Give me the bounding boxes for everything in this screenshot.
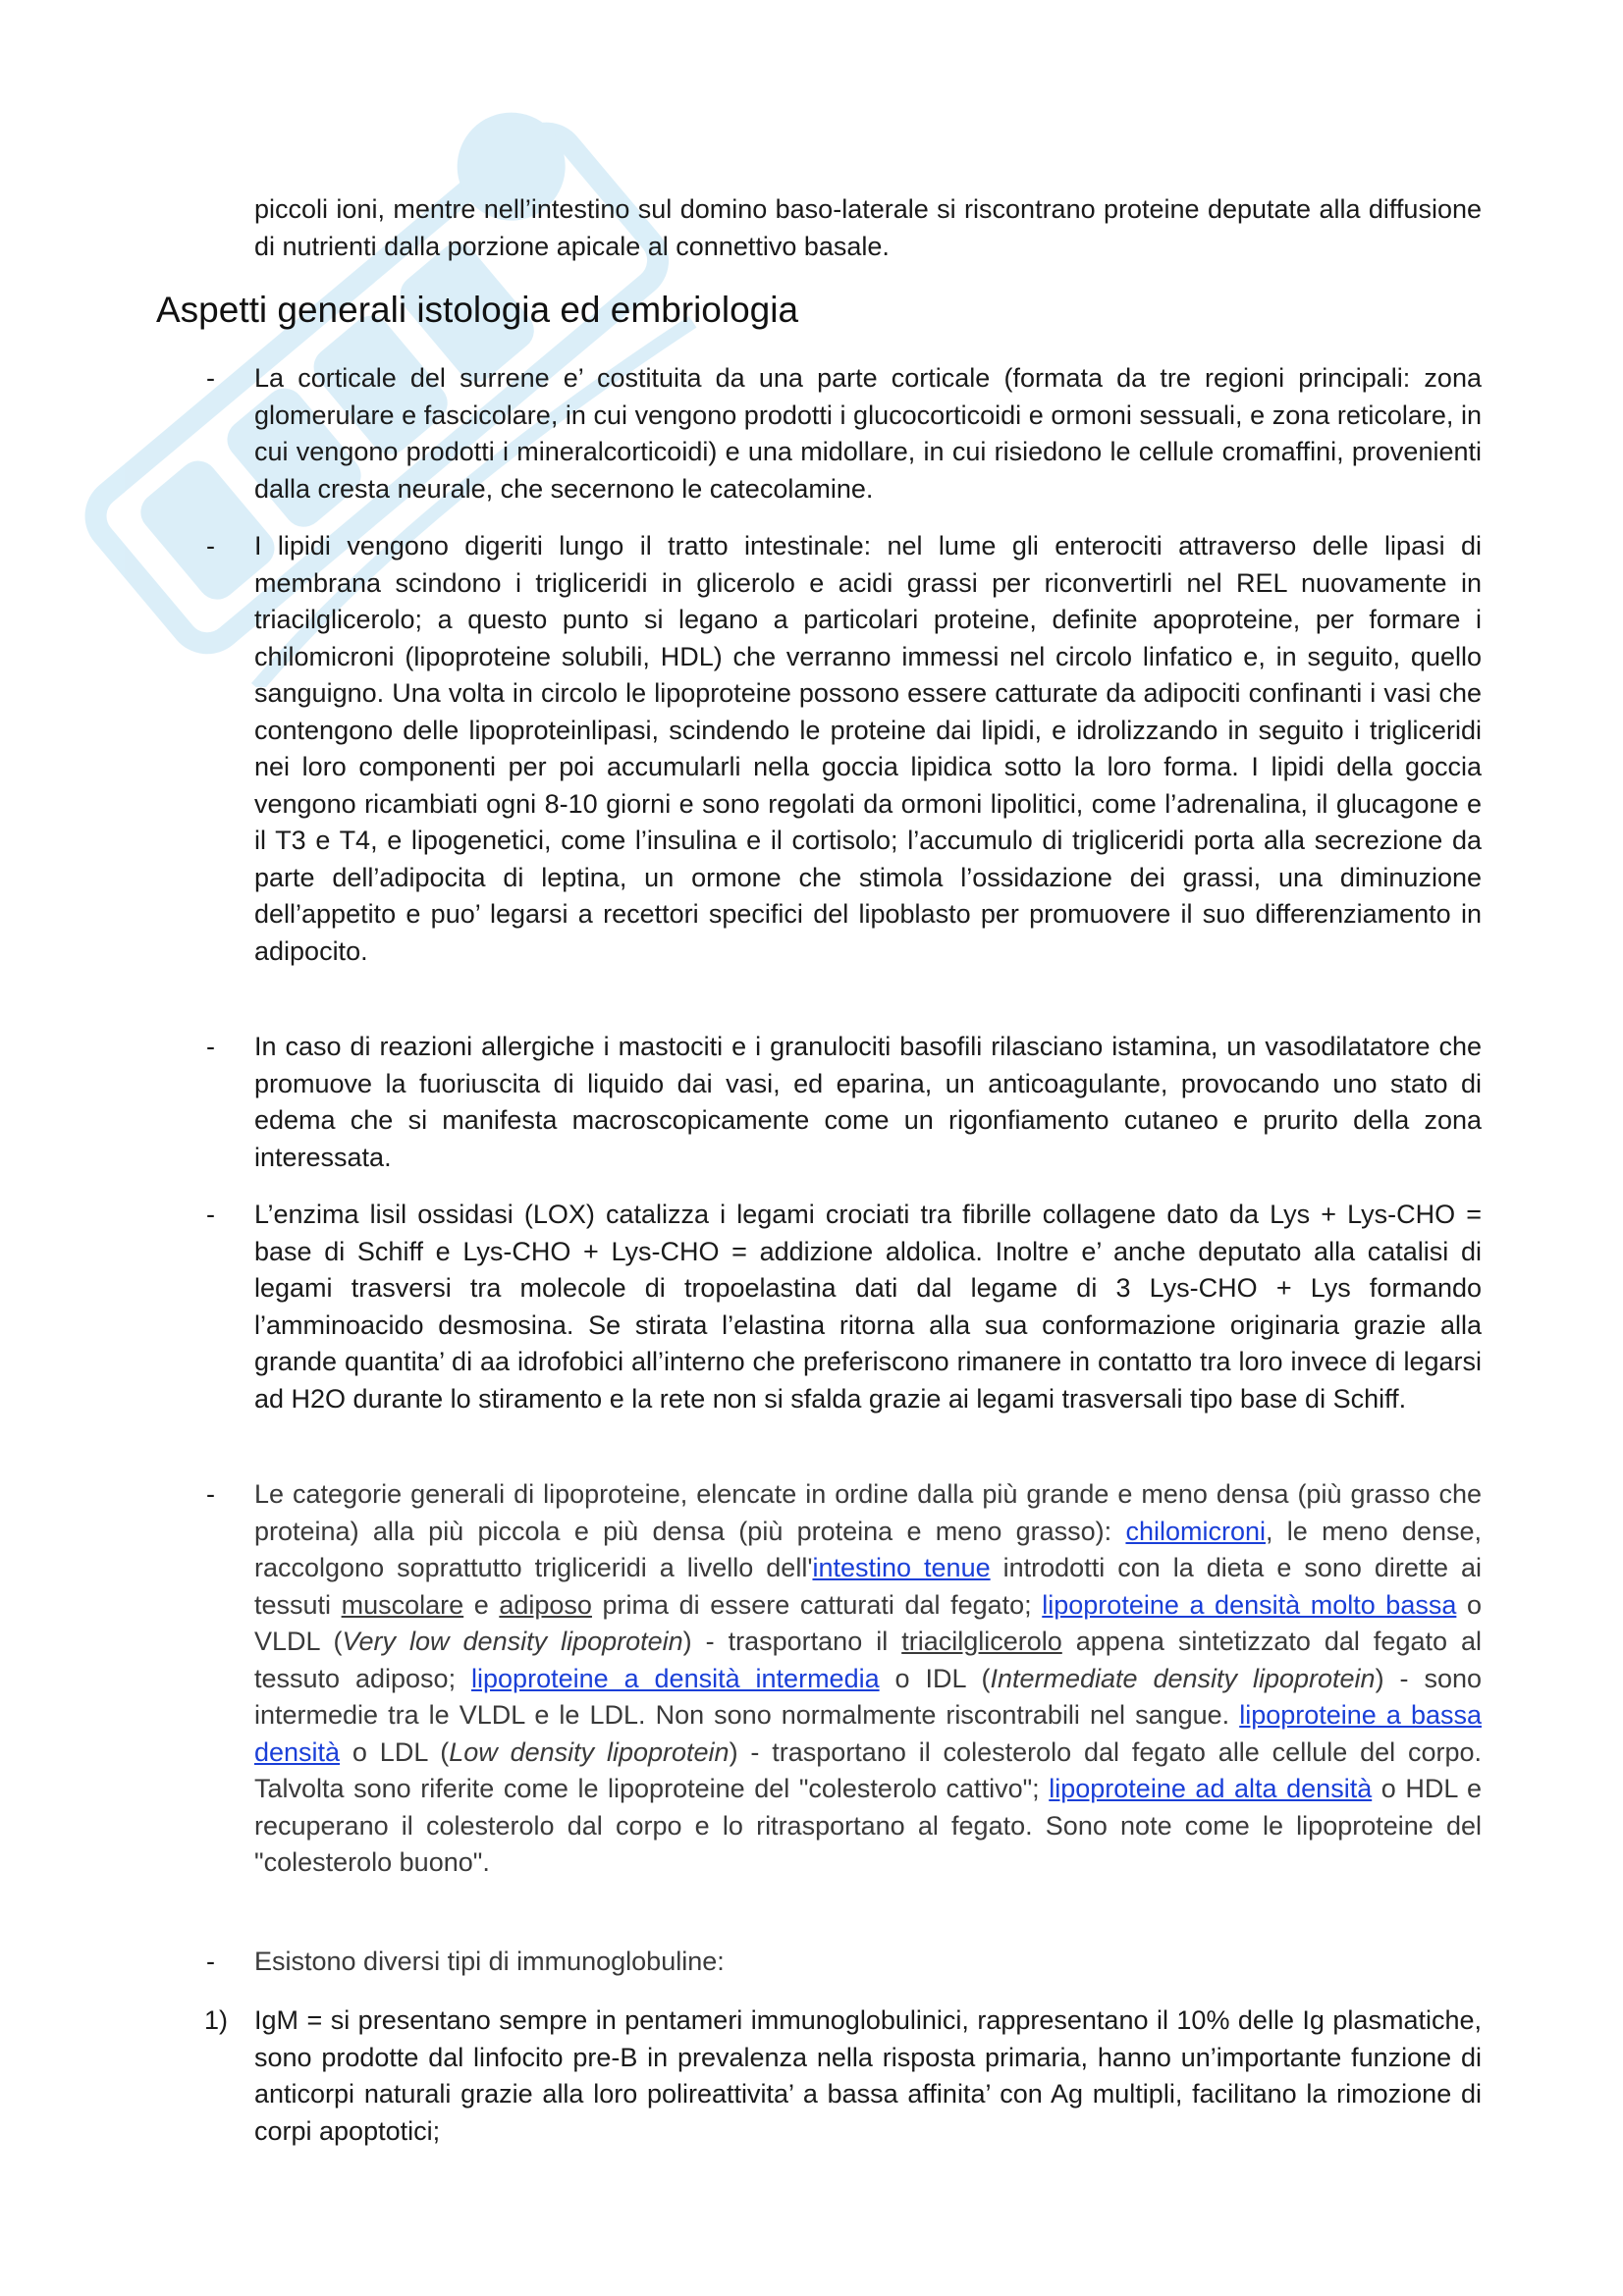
lipoprotein-paragraph	[254, 1476, 1482, 1882]
bullet-marker: -	[206, 363, 215, 393]
underlined-triacilglicerolo: triacilglicerolo	[901, 1627, 1062, 1656]
text-run: prima di essere catturati dal fegato;	[591, 1589, 1043, 1620]
link-chilomicroni[interactable]: chilomicroni	[1125, 1516, 1266, 1546]
text-run: , le meno dense, raccolgono soprattutto trigliceridi a livello dell'	[254, 1516, 1482, 1582]
bullet-marker: -	[206, 531, 215, 561]
section-heading: Aspetti generali istologia ed embriologia	[156, 290, 799, 330]
link-ldl[interactable]: lipoproteine a bassa densità	[254, 1700, 1482, 1767]
list-item: In caso di reazioni allergiche i mastociti e i granulociti basofili rilasciano istamina, un vasodilatatore che promuove la fuoriuscita di liquido dai vasi, ed eparina, un anticoagulante, provocando uno stato di edema che si manifesta macroscopicamente come un rigonfiamento cutaneo e prurito della zona interessata.	[254, 1032, 1482, 1172]
text-run: e	[463, 1589, 500, 1620]
text-run: ) - trasportano il	[682, 1627, 902, 1656]
underlined-muscolare: muscolare	[341, 1589, 464, 1620]
bullet-marker: -	[206, 1200, 215, 1229]
list-item: L’enzima lisil ossidasi (LOX) catalizza i legami crociati tra fibrille collagene dato da Lys + Lys-CHO = base di Schiff e Lys-CHO + Lys-CHO = addizione aldolica. Inoltre e’ anche deputato alla catalisi di legami trasversi tra molecole di tropoelastina dati dal legame di 3 Lys-CHO + Lys formando l’amminoacido desmosina. Se stirata l’elastina ritorna alla sua conformazione originaria grazie alla grande quantita’ di aa idrofobici all’interno che preferiscono rimanere in contatto tra loro invece di legarsi ad H2O durante lo stiramento e la rete non si sfalda grazie ai legami trasversali tipo base di Schiff.	[254, 1200, 1482, 1414]
text-run: introdotti con la dieta e sono dirette ai tessuti	[254, 1553, 1482, 1620]
text-run: o VLDL (	[254, 1589, 1482, 1656]
italic-term: Low density lipoprotein	[449, 1736, 730, 1767]
text-run: o HDL e recuperano il colesterolo dal corpo e lo ritrasportano al fegato. Sono note come le lipoproteine del "colesterolo buono".	[254, 1774, 1482, 1877]
intro-paragraph: piccoli ioni, mentre nell’intestino sul domino baso-laterale si riscontrano proteine deputate alla diffusione di nutrienti dalla porzione apicale al connettivo basale.	[254, 194, 1482, 261]
text-run: ) - trasportano il colesterolo dal fegato alle cellule del corpo. Talvolta sono riferite come le lipoproteine del "colesterolo cattivo";	[254, 1736, 1483, 1803]
underlined-adiposo: adiposo	[499, 1589, 592, 1620]
list-item: I lipidi vengono digeriti lungo il tratto intestinale: nel lume gli enterociti attraverso delle lipasi di membrana scindono i trigliceridi in glicerolo e acidi grassi per riconvertirli nel REL nuovamente in triacilglicerolo; a questo punto si legano a particolari proteine, definite apoproteine, per formare i chilomicroni (lipoproteine solubili, HDL) che verranno immessi nel circolo linfatico e, in seguito, quello sanguigno. Una volta in circolo le lipoproteine possono essere catturate da adipociti confinanti i vasi che contengono delle lipoproteinlipasi, scindendo le proteine dai lipidi, e idrolizzando in seguito i trigliceridi nei loro componenti per poi accumularli nella goccia lipidica sotto la loro forma. I lipidi della goccia vengono ricambiati ogni 8-10 giorni e sono regolati da ormoni lipolitici, come l’adrenalina, il glucagone e il T3 e T4, e lipogenetici, come l’insulina e il cortisolo; l’accumulo di trigliceridi porta alla secrezione da parte dell’adipocita di leptina, un ormone che stimola l’ossidazione dei grassi, una diminuzione dell’appetito e puo’ legarsi a recettori specifici del lipoblasto per promuovere il suo differenziamento in adipocito.	[254, 531, 1482, 966]
link-vldl[interactable]: lipoproteine a densità molto bassa	[1042, 1589, 1457, 1620]
italic-term: Intermediate density lipoprotein	[990, 1663, 1376, 1693]
text-run: appena sintetizzato dal fegato al tessuto adiposo;	[254, 1627, 1482, 1693]
bullet-marker: -	[206, 1479, 215, 1509]
bullet-marker: -	[206, 1947, 215, 1976]
numbered-item: IgM = si presentano sempre in pentameri immunoglobulinici, rappresentano il 10% delle Ig plasmatiche, sono prodotte dal linfocito pre-B in prevalenza nella risposta primaria, hanno un’importante funzione di anticorpi naturali grazie alla loro polireattivita’ a bassa affinita’ con Ag multipli, facilitano la rimozione di corpi apoptotici;	[254, 2005, 1482, 2146]
text-run: ) - sono intermedie tra le VLDL e le LDL. Non sono normalmente riscontrabili nel sangue.	[254, 1663, 1482, 1730]
link-idl[interactable]: lipoproteine a densità intermedia	[471, 1663, 880, 1693]
link-hdl[interactable]: lipoproteine ad alta densità	[1049, 1774, 1373, 1803]
link-intestino-tenue[interactable]: intestino tenue	[812, 1553, 991, 1582]
list-item: La corticale del surrene e’ costituita da una parte corticale (formata da tre regioni principali: zona glomerulare e fascicolare, in cui vengono prodotti i glucocorticoidi e ormoni sessuali, e zona reticolare, in cui vengono prodotti i mineralcorticoidi) e una midollare, in cui risiedono le cellule cromaffini, provenienti dalla cresta neurale, che secernono le catecolamine.	[254, 363, 1482, 504]
numbered-marker: 1)	[204, 2005, 229, 2035]
text-run: o IDL (	[879, 1663, 991, 1693]
immunoglobulin-intro: Esistono diversi tipi di immunoglobuline:	[254, 1947, 725, 1976]
text-run: o LDL (	[340, 1736, 450, 1767]
italic-term: Very low density lipoprotein	[342, 1627, 683, 1656]
bullet-marker: -	[206, 1032, 215, 1061]
text-run: Le categorie generali di lipoproteine, elencate in ordine dalla più grande e meno densa (più grasso che proteina) alla più piccola e più densa (più proteina e meno grasso):	[254, 1479, 1482, 1546]
